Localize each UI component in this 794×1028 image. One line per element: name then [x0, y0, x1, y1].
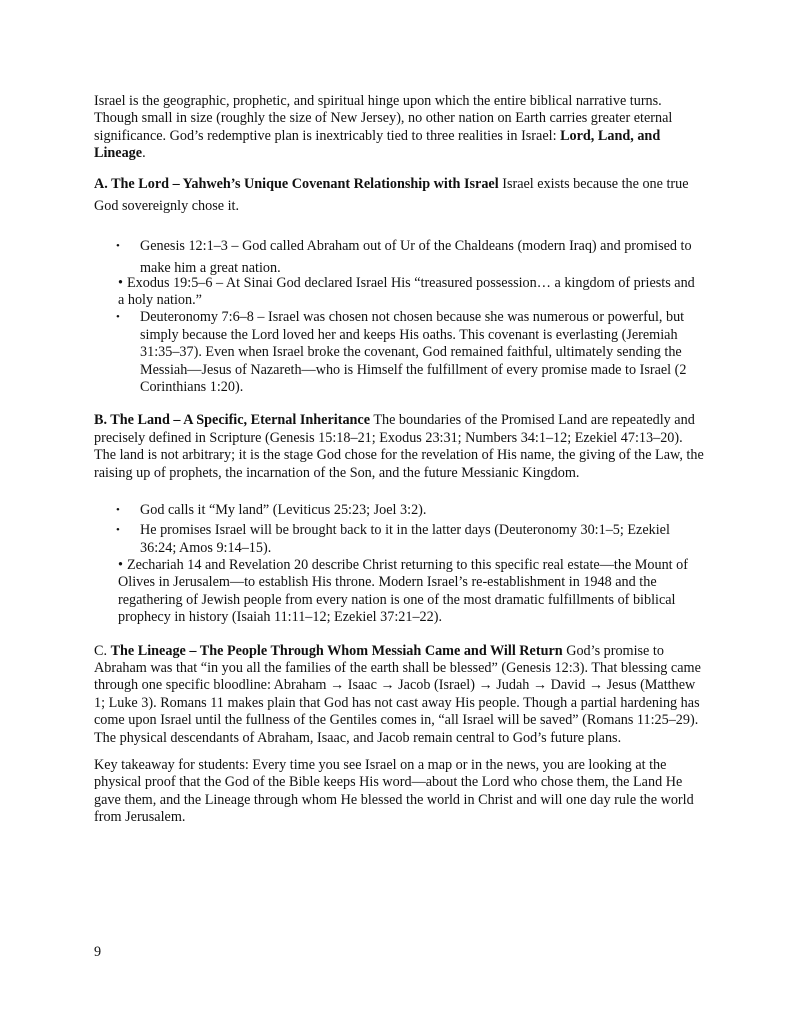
section-b-paragraph: B. The Land – A Specific, Eternal Inheritance The boundaries of the Promised Land are repeatedly and precisely defined in Scripture (Genesis 15:18–21; Exodus 23:31; Numbers 34:1–12; Ezekiel 47:13–20). The land is not arbitrary; it is the stage God chose for the revelation of His name, the giving of the Law, the raising up of prophets, the incarnation of the Son, and the future Messianic Kingdom. [94, 412, 704, 481]
bullet-glyph: • [116, 504, 120, 517]
bullet-glyph: • [116, 524, 120, 537]
intro-bold-phrase: Lord, Land, and Lineage [94, 127, 661, 162]
page-number: 9 [94, 944, 102, 960]
intro-paragraph: Israel is the geographic, prophetic, and spiritual hinge upon which the entire biblical narrative turns. Though small in size (roughly the size of New Jersey), no other nation on Earth carries greater eternal significance. God’s redemptive plan is inextricably tied to three realities in Israel: Lord, Land, and Lineage. [94, 93, 673, 162]
bullet-glyph: • [116, 311, 120, 324]
section-a-heading: A. The Lord – Yahweh’s Unique Covenant Relationship with Israel [94, 175, 499, 192]
section-b-bullet-list [94, 500, 704, 626]
section-c-heading: The Lineage – The People Through Whom Messiah Came and Will Return [110, 642, 563, 659]
bullet-glyph: • [118, 556, 123, 573]
document-body [94, 93, 704, 827]
list-item: • He promises Israel will be brought back to it in the latter days (Deuteronomy 30:1–5; Ezekiel 36:24; Amos 9:14–15). [116, 522, 670, 556]
section-c-paragraph: C. The Lineage – The People Through Whom Messiah Came and Will Return God’s promise to Abraham was that “in you all the families of the earth shall be blessed” (Genesis 12:3). That blessing came through one specific bloodline: Abraham → Isaac → Jacob (Israel) → Judah → David → Jesus (Matthew 1; Luke 3). Romans 11 makes plain that God has not cast away His people. Though a partial hardening has come upon Israel until the fullness of the Gentiles comes in, “all Israel will be saved” (Romans 11:25–29). The physical descendants of Abraham, Isaac, and Jacob remain central to God’s future plans. [94, 642, 701, 746]
bullet-glyph: • [116, 239, 120, 252]
section-a-bullet-list [94, 235, 704, 397]
section-b-heading: B. The Land – A Specific, Eternal Inheritance [94, 412, 371, 429]
list-item: • Deuteronomy 7:6–8 – Israel was chosen not chosen because she was numerous or powerful, but simply because the Lord loved her and keeps His oaths. This covenant is everlasting (Jeremiah 31:35–37). Even when Israel broke the covenant, God remained faithful, ultimately sending the Messiah—Jesus of Nazareth—who is Himself the fulfillment of every promise made to Israel (2 Corinthians 1:20). [116, 309, 687, 396]
key-takeaway-paragraph: Key takeaway for students: Every time you see Israel on a map or in the news, you are looking at the physical proof that the God of the Bible keeps His word—about the Lord who chose them, the Land He gave them, and the Lineage through whom He blessed the world in Christ and will one day rule the world from Jerusalem. [94, 756, 694, 826]
section-a-paragraph: A. The Lord – Yahweh’s Unique Covenant Relationship with Israel Israel exists because the one true God sovereignly chose it. [94, 175, 689, 214]
list-item: • Exodus 19:5–6 – At Sinai God declared Israel His “treasured possession… a kingdom of priests and a holy nation.” [118, 274, 695, 309]
list-item: • Zechariah 14 and Revelation 20 describe Christ returning to this specific real estate—the Mount of Olives in Jerusalem—to establish His throne. Modern Israel’s re-establishment in 1948 and the regathering of Jewish people from every nation is one of the most dramatic fulfillments of biblical prophecy in history (Isaiah 11:11–12; Ezekiel 37:21–22). [118, 556, 688, 626]
list-item: • Genesis 12:1–3 – God called Abraham out of Ur of the Chaldeans (modern Iraq) and promised to make him a great nation. [94, 235, 704, 279]
list-item: • God calls it “My land” (Leviticus 25:23; Joel 3:2). [116, 502, 427, 519]
bullet-glyph: • [118, 274, 123, 291]
